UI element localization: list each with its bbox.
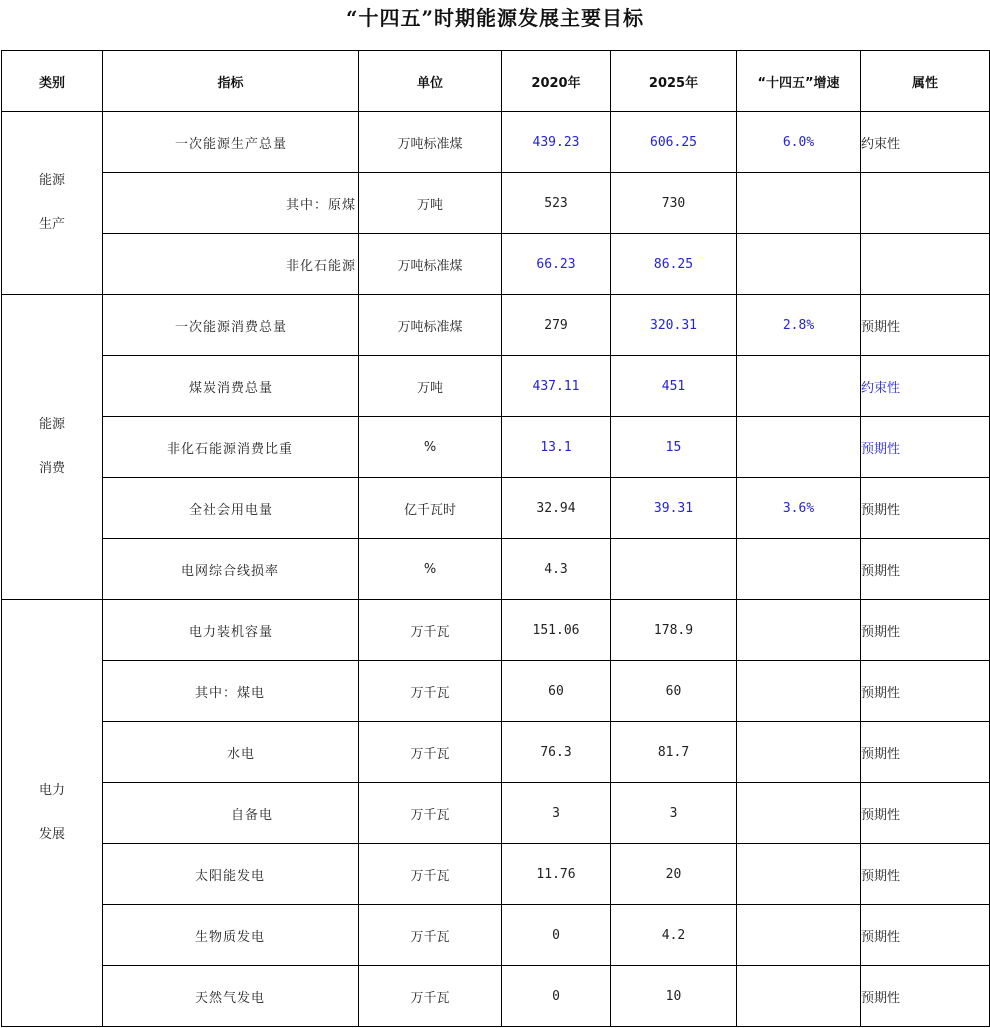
value-2020-cell: 437.11 [502, 356, 611, 417]
value-2020-cell: 0 [502, 966, 611, 1027]
value-2020-cell: 4.3 [502, 539, 611, 600]
value-2020-cell: 439.23 [502, 112, 611, 173]
header-category: 类别 [2, 51, 103, 112]
header-unit: 单位 [359, 51, 502, 112]
table-row [2, 600, 990, 661]
unit-cell: 万吨 [359, 356, 502, 417]
category-label-line1: 电力 [38, 783, 65, 798]
growth-rate-cell [737, 844, 861, 905]
growth-rate-cell [737, 905, 861, 966]
unit-cell: 万千瓦 [359, 905, 502, 966]
growth-rate-cell [737, 600, 861, 661]
unit-cell: 万吨标准煤 [359, 295, 502, 356]
unit-cell: 万千瓦 [359, 661, 502, 722]
attribute-cell: 预期性 [861, 783, 990, 844]
unit-cell: 万千瓦 [359, 600, 502, 661]
attribute-cell: 预期性 [861, 600, 990, 661]
indicator-cell: 其中：原煤 [103, 173, 359, 234]
header-2025: 2025年 [611, 51, 737, 112]
indicator-cell: 全社会用电量 [103, 478, 359, 539]
category-label-line2: 生产 [38, 217, 65, 232]
value-2025-cell: 81.7 [611, 722, 737, 783]
value-2020-cell: 66.23 [502, 234, 611, 295]
indicator-cell: 其中：煤电 [103, 661, 359, 722]
category-energy-production [2, 112, 103, 295]
value-2025-cell: 86.25 [611, 234, 737, 295]
value-2025-cell: 60 [611, 661, 737, 722]
value-2020-cell: 3 [502, 783, 611, 844]
value-2020-cell: 13.1 [502, 417, 611, 478]
attribute-cell: 预期性 [861, 417, 990, 478]
growth-rate-cell: 6.0% [737, 112, 861, 173]
growth-rate-cell [737, 356, 861, 417]
growth-rate-cell [737, 539, 861, 600]
table-row [2, 844, 990, 905]
indicator-cell: 电网综合线损率 [103, 539, 359, 600]
value-2020-cell: 60 [502, 661, 611, 722]
growth-rate-cell: 2.8% [737, 295, 861, 356]
value-2020-cell: 11.76 [502, 844, 611, 905]
attribute-cell: 约束性 [861, 356, 990, 417]
attribute-cell [861, 173, 990, 234]
attribute-cell: 预期性 [861, 295, 990, 356]
table-row [2, 478, 990, 539]
table-row [2, 661, 990, 722]
unit-cell: 亿千瓦时 [359, 478, 502, 539]
indicator-cell: 自备电 [103, 783, 359, 844]
growth-rate-cell [737, 661, 861, 722]
category-energy-consumption [2, 295, 103, 600]
category-power-development [2, 600, 103, 1027]
unit-cell: 万千瓦 [359, 966, 502, 1027]
attribute-cell [861, 234, 990, 295]
unit-cell: 万吨 [359, 173, 502, 234]
unit-cell: 万千瓦 [359, 783, 502, 844]
attribute-cell: 预期性 [861, 905, 990, 966]
unit-cell: 万千瓦 [359, 722, 502, 783]
attribute-cell: 约束性 [861, 112, 990, 173]
indicator-cell: 一次能源生产总量 [103, 112, 359, 173]
energy-targets-table [1, 50, 990, 1027]
growth-rate-cell [737, 722, 861, 783]
page-title: “十四五”时期能源发展主要目标 [345, 6, 644, 30]
attribute-cell: 预期性 [861, 539, 990, 600]
attribute-cell: 预期性 [861, 844, 990, 905]
category-label-line1: 能源 [38, 417, 65, 432]
growth-rate-cell [737, 783, 861, 844]
indicator-cell: 生物质发电 [103, 905, 359, 966]
table-row [2, 722, 990, 783]
table-row [2, 417, 990, 478]
table-row [2, 905, 990, 966]
attribute-cell: 预期性 [861, 722, 990, 783]
unit-cell: % [359, 539, 502, 600]
value-2025-cell: 4.2 [611, 905, 737, 966]
category-label-line2: 消费 [38, 461, 65, 476]
indicator-cell: 天然气发电 [103, 966, 359, 1027]
value-2020-cell: 76.3 [502, 722, 611, 783]
category-label-line2: 发展 [38, 827, 65, 842]
category-label-line1: 能源 [38, 173, 65, 188]
attribute-cell: 预期性 [861, 478, 990, 539]
value-2025-cell: 39.31 [611, 478, 737, 539]
table-row [2, 356, 990, 417]
indicator-cell: 煤炭消费总量 [103, 356, 359, 417]
table-row [2, 234, 990, 295]
value-2020-cell: 151.06 [502, 600, 611, 661]
growth-rate-cell [737, 966, 861, 1027]
header-indicator: 指标 [103, 51, 359, 112]
growth-rate-cell [737, 173, 861, 234]
table-row [2, 295, 990, 356]
header-2020: 2020年 [502, 51, 611, 112]
unit-cell: 万吨标准煤 [359, 112, 502, 173]
header-attribute: 属性 [861, 51, 990, 112]
unit-cell: 万吨标准煤 [359, 234, 502, 295]
indicator-cell: 非化石能源消费比重 [103, 417, 359, 478]
table-header-row [2, 51, 990, 112]
value-2020-cell: 523 [502, 173, 611, 234]
table-row [2, 112, 990, 173]
value-2020-cell: 279 [502, 295, 611, 356]
value-2025-cell: 451 [611, 356, 737, 417]
value-2025-cell: 730 [611, 173, 737, 234]
table-row [2, 966, 990, 1027]
attribute-cell: 预期性 [861, 966, 990, 1027]
indicator-cell: 太阳能发电 [103, 844, 359, 905]
value-2025-cell: 20 [611, 844, 737, 905]
table-row [2, 173, 990, 234]
indicator-cell: 一次能源消费总量 [103, 295, 359, 356]
indicator-cell: 非化石能源 [103, 234, 359, 295]
value-2025-cell: 3 [611, 783, 737, 844]
table-row [2, 539, 990, 600]
value-2025-cell: 178.9 [611, 600, 737, 661]
growth-rate-cell [737, 234, 861, 295]
growth-rate-cell: 3.6% [737, 478, 861, 539]
unit-cell: 万千瓦 [359, 844, 502, 905]
unit-cell: % [359, 417, 502, 478]
value-2025-cell: 10 [611, 966, 737, 1027]
growth-rate-cell [737, 417, 861, 478]
value-2025-cell: 606.25 [611, 112, 737, 173]
indicator-cell: 水电 [103, 722, 359, 783]
indicator-cell: 电力装机容量 [103, 600, 359, 661]
table-row [2, 783, 990, 844]
attribute-cell: 预期性 [861, 661, 990, 722]
header-growth-rate: “十四五”增速 [737, 51, 861, 112]
value-2025-cell [611, 539, 737, 600]
value-2020-cell: 32.94 [502, 478, 611, 539]
value-2020-cell: 0 [502, 905, 611, 966]
value-2025-cell: 320.31 [611, 295, 737, 356]
value-2025-cell: 15 [611, 417, 737, 478]
